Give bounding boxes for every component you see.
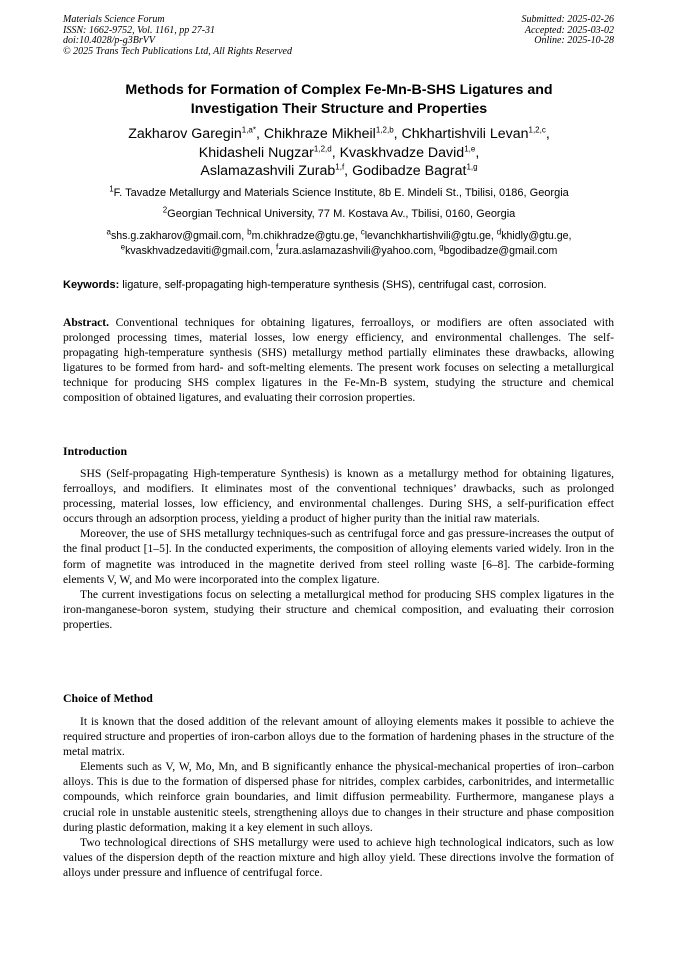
email-sep: , xyxy=(270,244,276,257)
author-sep: , xyxy=(393,126,402,142)
author-sup: 1,2,b xyxy=(375,125,394,135)
email-sup: a xyxy=(106,227,111,237)
keywords-text: ligature, self-propagating high-temperature synthesis (SHS), centrifugal cast, corrosion. xyxy=(119,279,547,291)
email-address: kvaskhvadzedaviti@gmail.com xyxy=(125,244,271,257)
abstract-text: Conventional techniques for obtaining ligatures, ferroalloys, or modifiers are often associated with prolonged processing times, material losses, low energy efficiency, and environmental challenges. The self-propagating high-temperature synthesis (SHS) metallurgy method partially eliminates these drawbacks, allowing ligatures to be formed from hard- and soft-melting elements. The present work focuses on selecting a metallurgical technique for producing SHS complex ligatures in the Fe-Mn-B system, studying the structure and chemical composition of obtained ligatures, and evaluating their corrosion properties. xyxy=(63,316,614,405)
author-sup: 1,g xyxy=(466,162,478,172)
email-address: levanchkhartishvili@gtu.ge xyxy=(364,230,491,242)
affiliation-sup: 1 xyxy=(109,184,114,194)
email-sup: d xyxy=(496,227,502,237)
email-address: m.chikhradze@gtu.ge xyxy=(251,230,355,242)
author-sep: , xyxy=(255,126,264,142)
email-address: shs.g.zakharov@gmail.com xyxy=(110,230,242,242)
author-name: Godibadze Bagrat xyxy=(352,163,467,179)
author-sep: , xyxy=(344,163,353,179)
email-sup: b xyxy=(247,227,252,237)
email-sep: , xyxy=(354,230,361,242)
introduction-section xyxy=(63,466,614,632)
author-sup: 1,a* xyxy=(241,125,256,135)
accepted-date: Accepted: 2025-03-02 xyxy=(524,24,614,36)
email-sup: g xyxy=(439,241,444,251)
paragraph: It is known that the dosed addition of the relevant amount of alloying elements makes it possible to achieve the required structure and properties of iron-carbon alloys due to the formation of hardening phases in the structure of the metal matrix. xyxy=(63,715,614,759)
author-sup: 1,f xyxy=(335,162,345,172)
journal-header xyxy=(63,15,292,57)
paragraph: SHS (Self-propagating High-temperature Synthesis) is known as a metallurgy method for obtaining ligatures, ferroalloys, and modifiers. It eliminates most of the conventional techniques’ drawbacks, such as prolonged processing, material losses, low efficiency, and environmental challenges. During SHS, a self-purification effect occurs through an adsorption process, yielding a product of higher purity than the initial raw materials. xyxy=(63,467,614,526)
author-line xyxy=(40,125,638,144)
author-name: Khidasheli Nugzar xyxy=(198,144,314,161)
affiliation-text: F. Tavadze Metallurgy and Materials Science Institute, 8b E. Mindeli St., Tbilisi, 0186, Georgia xyxy=(113,187,569,199)
issn: ISSN: 1662-9752, Vol. 1161, pp 27-31 xyxy=(63,24,216,36)
keywords-label: Keywords: xyxy=(63,279,120,291)
author-sep: , xyxy=(475,144,480,161)
email-line xyxy=(30,241,648,259)
affiliation xyxy=(30,186,648,200)
abstract-paragraph xyxy=(63,315,614,406)
abstract xyxy=(63,315,614,406)
email-sep: , xyxy=(490,230,497,242)
abstract-label: Abstract. xyxy=(63,316,110,329)
author-name: Chkhartishvili Levan xyxy=(401,126,529,142)
author-name: Zakharov Garegin xyxy=(128,126,242,142)
email-sup: f xyxy=(275,241,279,251)
email-address: bgodibadze@gmail.com xyxy=(443,244,558,257)
paragraph: Moreover, the use of SHS metallurgy techniques-such as centrifugal force and gas pressure-increases the output of the final product [1–5]. In the conducted experiments, the composition of alloying elements varied widely. Iron in the form of magnetite was introduced in the magnetite derived from steel rolling waste [6–8]. The carbide-forming elements V, W, and Mo were incorporated into the complex ligature. xyxy=(63,527,614,586)
author-line xyxy=(40,162,638,181)
paragraph: The current investigations focus on selecting a metallurgical method for producing SHS complex ligatures in the iron-manganese-boron system, studying their structure and chemical composition, and evaluating their corrosion properties. xyxy=(63,587,614,631)
affiliation xyxy=(30,207,648,221)
journal-name: Materials Science Forum xyxy=(63,14,165,25)
choice-of-method-section xyxy=(63,714,614,880)
email-sep: , xyxy=(241,230,248,242)
title-line: Investigation Their Structure and Properties xyxy=(190,101,488,117)
author-sup: 1,2,d xyxy=(313,143,332,153)
author-sep: , xyxy=(331,144,340,161)
email-sup: c xyxy=(360,227,365,237)
author-name: Kvaskhvadze David xyxy=(339,144,465,161)
title-line: Methods for Formation of Complex Fe-Mn-B-SHS Ligatures and xyxy=(125,82,553,98)
email-list xyxy=(30,229,648,258)
section-heading-choice-of-method: Choice of Method xyxy=(63,691,153,705)
email-address: khidly@gtu.ge xyxy=(501,230,569,242)
online-date: Online: 2025-10-28 xyxy=(534,35,614,47)
paragraph: Elements such as V, W, Mo, Mn, and B significantly enhance the physical-mechanical properties of iron–carbon alloys. This is due to the formation of dispersed phase for nitrides, complex carbides, carbonitrides, and intermetallic compounds, which reinforce grain boundaries, and limit diffusion permeability. Furthermore, manganese plays a crucial role in unstable austenitic steels, strengthening alloys due to changes in their structure and phase composition during plastic deformation, making it a key element in such alloys. xyxy=(63,760,614,834)
paragraph: Two technological directions of SHS metallurgy were used to achieve high technological indicators, such as low values of the dispersion depth of the reaction mixture and high alloy yield. These directions involve the formation of alloys under pressure and influence of centrifugal force. xyxy=(63,835,614,879)
author-list xyxy=(40,125,638,181)
author-name: Chikhraze Mikheil xyxy=(263,126,376,142)
author-sup: 1,e xyxy=(464,143,476,153)
paper-title xyxy=(40,81,638,119)
affiliation-text: Georgian Technical University, 77 M. Kostava Av., Tbilisi, 0160, Georgia xyxy=(167,208,516,220)
author-sup: 1,2,c xyxy=(528,125,546,135)
keywords xyxy=(63,278,623,292)
submitted-date: Submitted: 2025-02-26 xyxy=(521,14,614,25)
author-name: Aslamazashvili Zurab xyxy=(200,163,336,179)
email-sep: , xyxy=(568,230,572,242)
author-line xyxy=(40,144,638,163)
doi: doi:10.4028/p-g3BrVV xyxy=(63,35,155,47)
copyright: © 2025 Trans Tech Publications Ltd, All Rights Reserved xyxy=(63,45,292,57)
affiliation-sup: 2 xyxy=(162,205,168,215)
email-sup: e xyxy=(120,241,126,251)
dates-header xyxy=(522,15,615,47)
section-heading-introduction: Introduction xyxy=(63,444,128,458)
author-sep: , xyxy=(545,126,550,142)
email-sep: , xyxy=(433,244,440,257)
email-address: zura.aslamazashvili@yahoo.com xyxy=(278,244,434,257)
